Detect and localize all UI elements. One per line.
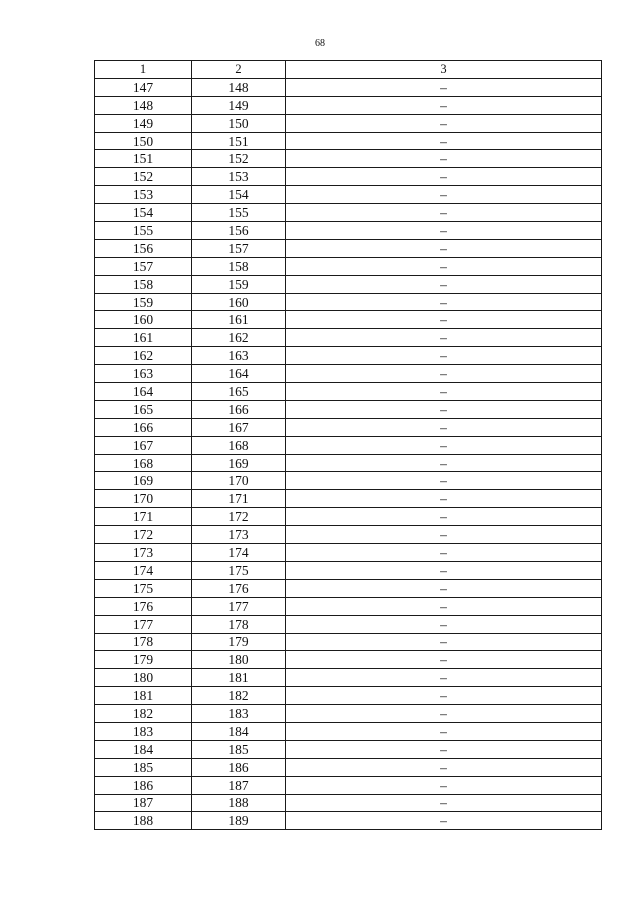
- table-cell: –: [286, 651, 602, 669]
- table-row: [95, 347, 602, 365]
- table-row: [95, 96, 602, 114]
- table-cell: –: [286, 186, 602, 204]
- table-row: [95, 597, 602, 615]
- table-cell: 186: [192, 758, 286, 776]
- table-row: [95, 705, 602, 723]
- table-cell: 151: [95, 150, 192, 168]
- table-cell: 187: [95, 794, 192, 812]
- column-header: 1: [95, 61, 192, 79]
- table-cell: 148: [192, 78, 286, 96]
- table-cell: 157: [95, 257, 192, 275]
- table-row: [95, 669, 602, 687]
- table-row: [95, 544, 602, 562]
- table-cell: –: [286, 275, 602, 293]
- table-cell: 182: [95, 705, 192, 723]
- table-cell: 185: [192, 740, 286, 758]
- table-row: [95, 257, 602, 275]
- table-cell: 167: [192, 418, 286, 436]
- table-row: [95, 239, 602, 257]
- table-cell: –: [286, 633, 602, 651]
- table-cell: 179: [95, 651, 192, 669]
- table-cell: 174: [95, 561, 192, 579]
- table-row: [95, 293, 602, 311]
- table-cell: 154: [192, 186, 286, 204]
- table-cell: 177: [95, 615, 192, 633]
- table-cell: 178: [95, 633, 192, 651]
- table-cell: 164: [192, 365, 286, 383]
- table-row: [95, 615, 602, 633]
- table-cell: 182: [192, 687, 286, 705]
- table-cell: –: [286, 329, 602, 347]
- table-cell: 172: [95, 526, 192, 544]
- table-cell: –: [286, 168, 602, 186]
- table-cell: 172: [192, 508, 286, 526]
- table-row: [95, 311, 602, 329]
- table-cell: 188: [95, 812, 192, 830]
- table-cell: 183: [192, 705, 286, 723]
- table-cell: –: [286, 722, 602, 740]
- table-cell: –: [286, 687, 602, 705]
- table-row: [95, 222, 602, 240]
- table-row: [95, 722, 602, 740]
- table-cell: 155: [192, 204, 286, 222]
- table-row: [95, 472, 602, 490]
- table-cell: –: [286, 758, 602, 776]
- table-cell: –: [286, 78, 602, 96]
- table-row: [95, 490, 602, 508]
- table-cell: 152: [95, 168, 192, 186]
- table-row: [95, 526, 602, 544]
- table-cell: –: [286, 257, 602, 275]
- table-cell: –: [286, 490, 602, 508]
- table-cell: 169: [192, 454, 286, 472]
- table-cell: –: [286, 794, 602, 812]
- table-cell: 166: [192, 400, 286, 418]
- table-cell: 150: [95, 132, 192, 150]
- table-cell: –: [286, 204, 602, 222]
- table-cell: 160: [95, 311, 192, 329]
- table-cell: –: [286, 669, 602, 687]
- table-cell: 179: [192, 633, 286, 651]
- table-cell: 157: [192, 239, 286, 257]
- table-cell: 180: [95, 669, 192, 687]
- table-cell: 149: [192, 96, 286, 114]
- table-cell: 156: [192, 222, 286, 240]
- table-cell: –: [286, 454, 602, 472]
- table-row: [95, 776, 602, 794]
- table-cell: –: [286, 615, 602, 633]
- table-cell: 168: [95, 454, 192, 472]
- table-cell: –: [286, 579, 602, 597]
- table-cell: 176: [95, 597, 192, 615]
- table-cell: 183: [95, 722, 192, 740]
- table-cell: 162: [192, 329, 286, 347]
- table-cell: 159: [192, 275, 286, 293]
- table-cell: –: [286, 436, 602, 454]
- table-cell: 185: [95, 758, 192, 776]
- table-cell: –: [286, 96, 602, 114]
- table-cell: –: [286, 293, 602, 311]
- column-header: 2: [192, 61, 286, 79]
- table-cell: 163: [192, 347, 286, 365]
- table-row: [95, 78, 602, 96]
- table-row: [95, 114, 602, 132]
- table-row: [95, 275, 602, 293]
- table-cell: 161: [95, 329, 192, 347]
- table-row: [95, 204, 602, 222]
- table-cell: 167: [95, 436, 192, 454]
- table-row: [95, 758, 602, 776]
- table-cell: –: [286, 561, 602, 579]
- table-cell: 164: [95, 383, 192, 401]
- table-cell: –: [286, 400, 602, 418]
- table-cell: 152: [192, 150, 286, 168]
- table-cell: 173: [95, 544, 192, 562]
- table-cell: 181: [192, 669, 286, 687]
- table-cell: –: [286, 812, 602, 830]
- table-cell: 154: [95, 204, 192, 222]
- table-cell: 166: [95, 418, 192, 436]
- table-cell: 171: [95, 508, 192, 526]
- table-cell: 165: [95, 400, 192, 418]
- table-cell: 177: [192, 597, 286, 615]
- table-cell: 156: [95, 239, 192, 257]
- header-row: [95, 61, 602, 79]
- table-cell: 150: [192, 114, 286, 132]
- table-row: [95, 186, 602, 204]
- table-cell: 149: [95, 114, 192, 132]
- table-body: [95, 78, 602, 829]
- table-row: [95, 740, 602, 758]
- table-cell: 175: [95, 579, 192, 597]
- table-cell: –: [286, 597, 602, 615]
- table-cell: 170: [192, 472, 286, 490]
- table-cell: 178: [192, 615, 286, 633]
- table-cell: –: [286, 740, 602, 758]
- data-table: [94, 60, 602, 830]
- table-cell: 180: [192, 651, 286, 669]
- table-cell: 158: [192, 257, 286, 275]
- table-row: [95, 168, 602, 186]
- table-cell: 153: [192, 168, 286, 186]
- table-cell: 163: [95, 365, 192, 383]
- table-header: [95, 61, 602, 79]
- table-cell: –: [286, 508, 602, 526]
- table-row: [95, 794, 602, 812]
- table-cell: 170: [95, 490, 192, 508]
- table-cell: 175: [192, 561, 286, 579]
- table-cell: –: [286, 705, 602, 723]
- table-cell: –: [286, 132, 602, 150]
- table-cell: –: [286, 239, 602, 257]
- table-cell: 147: [95, 78, 192, 96]
- table-cell: –: [286, 418, 602, 436]
- table-cell: –: [286, 472, 602, 490]
- table-cell: 184: [95, 740, 192, 758]
- table-cell: 168: [192, 436, 286, 454]
- table-cell: 189: [192, 812, 286, 830]
- table-cell: –: [286, 776, 602, 794]
- page-number: 68: [315, 38, 325, 49]
- table-cell: 181: [95, 687, 192, 705]
- table-cell: –: [286, 365, 602, 383]
- table-row: [95, 132, 602, 150]
- table-cell: 171: [192, 490, 286, 508]
- table-cell: 159: [95, 293, 192, 311]
- column-header: 3: [286, 61, 602, 79]
- table-cell: 160: [192, 293, 286, 311]
- table-cell: 186: [95, 776, 192, 794]
- table-cell: 188: [192, 794, 286, 812]
- table-cell: 155: [95, 222, 192, 240]
- table-cell: –: [286, 383, 602, 401]
- table-cell: –: [286, 114, 602, 132]
- table-row: [95, 418, 602, 436]
- table-cell: 161: [192, 311, 286, 329]
- table-row: [95, 687, 602, 705]
- table-cell: –: [286, 311, 602, 329]
- table-cell: 169: [95, 472, 192, 490]
- table-row: [95, 329, 602, 347]
- table-cell: 187: [192, 776, 286, 794]
- table-row: [95, 812, 602, 830]
- table-cell: 174: [192, 544, 286, 562]
- table-cell: 184: [192, 722, 286, 740]
- table-cell: –: [286, 347, 602, 365]
- table-cell: 176: [192, 579, 286, 597]
- table-row: [95, 508, 602, 526]
- table-row: [95, 383, 602, 401]
- table-cell: 162: [95, 347, 192, 365]
- table-row: [95, 454, 602, 472]
- table-row: [95, 365, 602, 383]
- table-cell: –: [286, 150, 602, 168]
- table-cell: 148: [95, 96, 192, 114]
- table-cell: –: [286, 544, 602, 562]
- table-row: [95, 561, 602, 579]
- table-cell: 151: [192, 132, 286, 150]
- table-cell: –: [286, 526, 602, 544]
- table-row: [95, 400, 602, 418]
- table-row: [95, 651, 602, 669]
- table-cell: 173: [192, 526, 286, 544]
- table-row: [95, 633, 602, 651]
- table-row: [95, 150, 602, 168]
- table-cell: –: [286, 222, 602, 240]
- table-row: [95, 579, 602, 597]
- table-row: [95, 436, 602, 454]
- table-cell: 158: [95, 275, 192, 293]
- table-cell: 165: [192, 383, 286, 401]
- table-cell: 153: [95, 186, 192, 204]
